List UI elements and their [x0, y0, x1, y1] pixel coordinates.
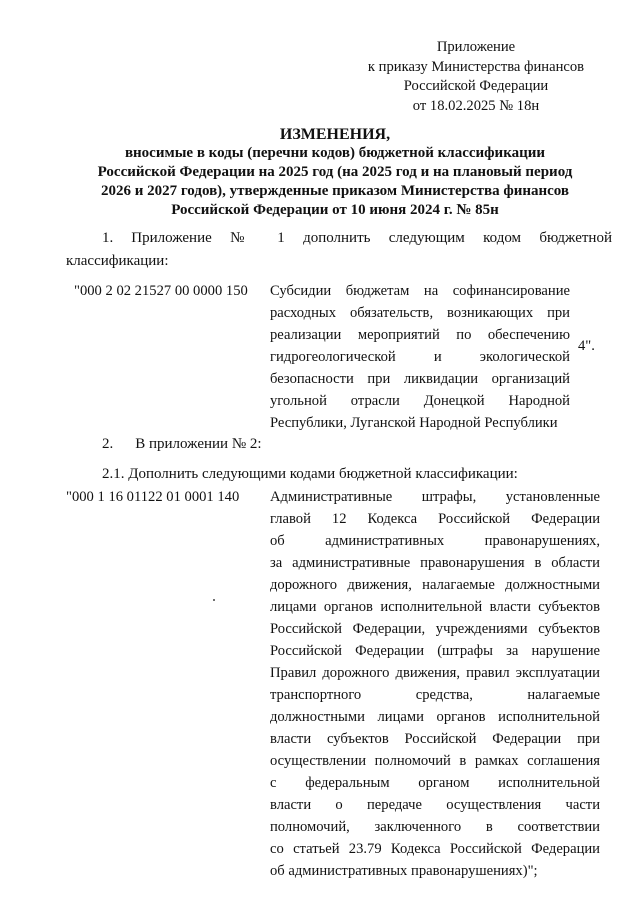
title-line-3: 2026 и 2027 годов), утвержденные приказом Министерства финансов	[100, 183, 570, 199]
section-2-heading	[102, 433, 262, 455]
desc-2-line: главой 12 Кодекса Российской Федерации	[270, 511, 600, 527]
desc-2-line: дорожного движения, налагаемые должностными	[270, 577, 600, 593]
approval-line-2: к приказу Министерства финансов	[367, 58, 585, 75]
approval-line-4: от 18.02.2025 № 18н	[412, 97, 540, 114]
title-line-2: Российской Федерации на 2025 год (на 2025 год и на плановый период	[97, 164, 573, 180]
approval-line-3: Российской Федерации	[403, 78, 549, 94]
desc-2-line: осуществлении полномочий в рамках соглашения	[270, 753, 600, 769]
desc-2-line: Российской Федерации, учреждениями субъектов	[270, 621, 600, 637]
section-1-number: 1.	[102, 230, 114, 246]
desc-2-line: полномочий, заключенного в соответствии	[270, 819, 600, 835]
desc-2-line: об административных правонарушениях,	[270, 533, 600, 549]
section-2-text: В приложении № 2:	[135, 436, 262, 452]
desc-2-line: с федеральным органом исполнительной	[270, 775, 600, 791]
desc-1-line: Субсидии бюджетам на софинансирование	[270, 283, 570, 299]
title-line-1: вносимые в коды (перечни кодов) бюджетной классификации	[124, 145, 546, 161]
section-1-paragraph	[66, 227, 612, 249]
section-2-number: 2.	[102, 436, 114, 452]
approval-block	[330, 38, 622, 116]
document-title	[60, 125, 610, 220]
section-2-1-paragraph: 2.1. Дополнить следующими кодами бюджетной классификации:	[102, 466, 518, 482]
desc-2-line: со статьей 23.79 Кодекса Российской Федерации	[270, 841, 600, 857]
desc-2-line: Правил дорожного движения, правил эксплуатации	[270, 665, 600, 681]
desc-1-line: безопасности при ликвидации организаций	[270, 371, 570, 387]
desc-2-line: лицами органов исполнительной власти субъектов	[270, 599, 600, 615]
code-description-1	[270, 280, 570, 434]
desc-2-line: власти субъектов Российской Федерации при	[270, 731, 600, 747]
desc-1-line: угольной отрасли Донецкой Народной	[270, 393, 570, 409]
section-1-text-continuation: классификации:	[66, 253, 169, 269]
desc-2-line: транспортного средства, налагаемые	[270, 687, 600, 703]
title-line-4: Российской Федерации от 10 июня 2024 г. № 85н	[171, 202, 499, 218]
budget-code-2: "000 1 16 01122 01 0001 140	[66, 489, 240, 505]
scan-speck	[213, 599, 215, 601]
desc-2-line: об административных правонарушениях)";	[270, 863, 538, 879]
desc-1-line: гидрогеологической и экологической	[270, 349, 570, 365]
desc-2-line: Российской Федерации (штрафы за нарушение	[270, 643, 600, 659]
desc-2-line: Административные штрафы, установленные	[270, 489, 600, 505]
desc-2-line: власти о передаче осуществления части	[270, 797, 600, 813]
title-main: ИЗМЕНЕНИЯ,	[279, 126, 391, 143]
code-description-2	[270, 486, 600, 882]
desc-1-line: Республики, Луганской Народной Республики	[270, 415, 558, 431]
desc-2-line: должностными лицами органов исполнительной	[270, 709, 600, 725]
row-1-tail: 4".	[578, 338, 595, 354]
budget-code-1: "000 2 02 21527 00 0000 150	[74, 283, 248, 299]
approval-line-1: Приложение	[436, 39, 516, 55]
desc-1-line: расходных обязательств, возникающих при	[270, 305, 570, 321]
desc-2-line: за административные правонарушения в области	[270, 555, 600, 571]
desc-1-line: реализации мероприятий по обеспечению	[270, 327, 570, 343]
section-1-text: Приложение № 1 дополнить следующим кодом бюджетной	[131, 230, 612, 246]
